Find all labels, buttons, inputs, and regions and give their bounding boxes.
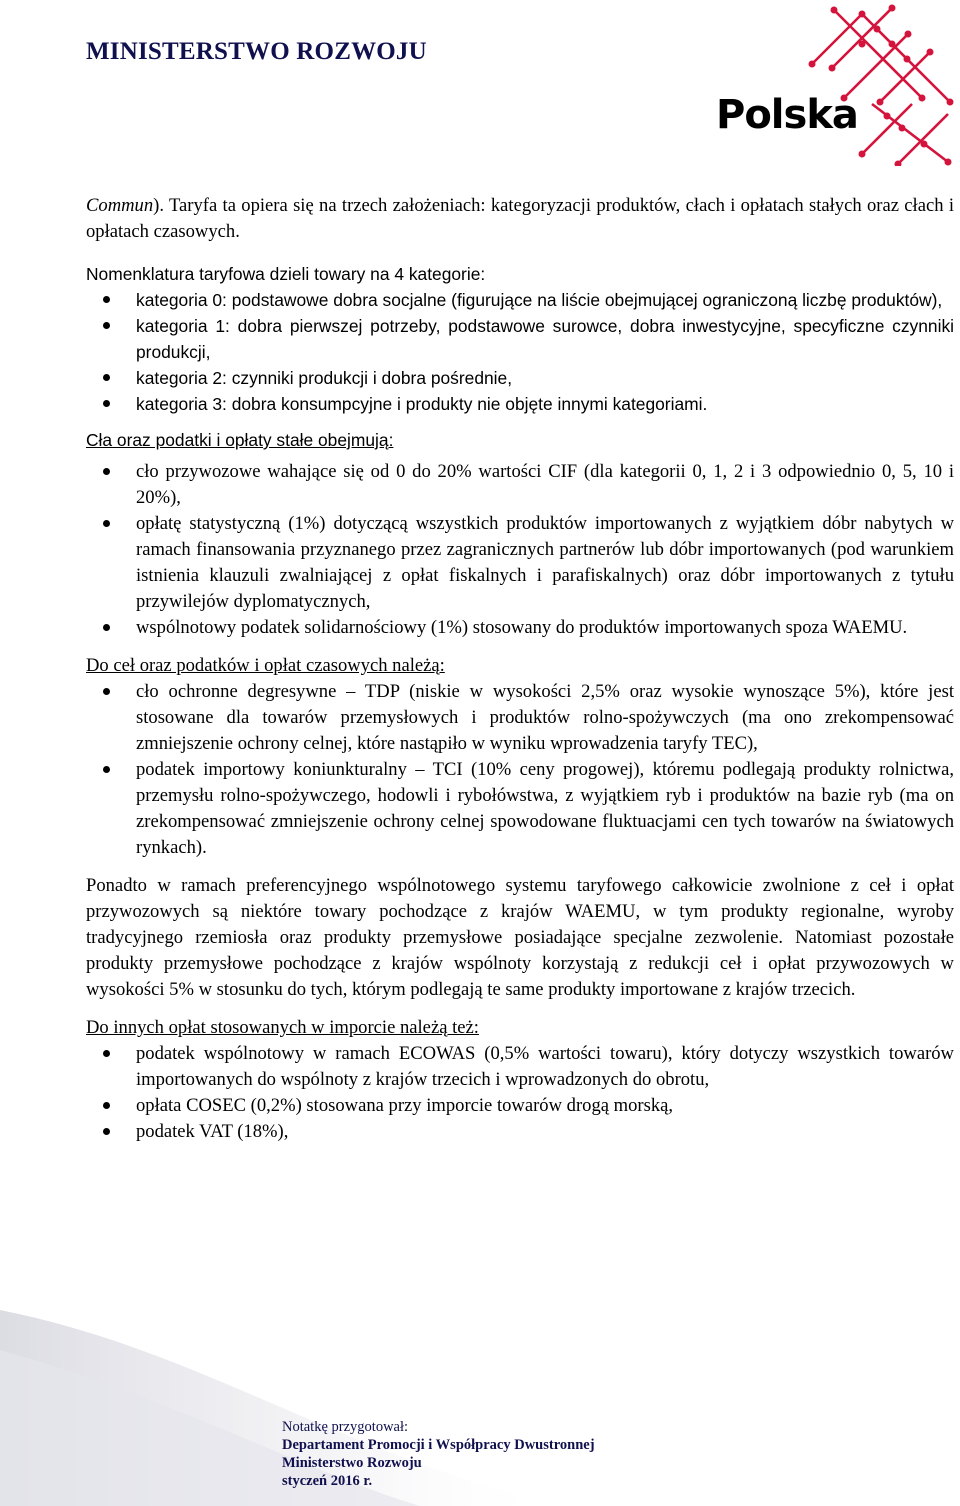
list-item: opłata COSEC (0,2%) stosowana przy imporcie towarów drogą morską, bbox=[86, 1093, 954, 1119]
other-fees-heading: Do innych opłat stosowanych w imporcie należą też: bbox=[86, 1017, 479, 1038]
temporary-duties-heading: Do ceł oraz podatków i opłat czasowych należą: bbox=[86, 655, 445, 676]
list-item: wspólnotowy podatek solidarnościowy (1%) stosowany do produktów importowanych spoza WAEMU. bbox=[86, 615, 954, 641]
preferential-paragraph: Ponadto w ramach preferencyjnego wspólnotowego systemu taryfowego całkowicie zwolnione z ceł i opłat przywozowych są niektóre towary pochodzące z krajów WAEMU, w tym produkty regionalne, wyroby tradycyjnego rzemiosła oraz produkty przemysłowe posiadające specjalne zezwolenie. Natomiast pozostałe produkty przemysłowe pochodzące z krajów wspólnoty korzystają z redukcji ceł i opłat przywozowych w wysokości 5% w stosunku do tych, którym podlegają te same produkty importowane z krajów trzecich. bbox=[86, 875, 954, 1000]
list-item: kategoria 3: dobra konsumpcyjne i produkty nie objęte innymi kategoriami. bbox=[86, 391, 954, 417]
polska-logo-text: Polska bbox=[716, 92, 858, 138]
polska-logo-graphic bbox=[712, 4, 954, 166]
list-item: podatek VAT (18%), bbox=[86, 1119, 954, 1145]
footer-department: Departament Promocji i Współpracy Dwustronnej bbox=[282, 1437, 595, 1453]
list-item: kategoria 1: dobra pierwszej potrzeby, podstawowe surowce, dobra inwestycyjne, specyficzne czynniki produkcji, bbox=[86, 313, 954, 365]
temporary-duties-list bbox=[86, 679, 954, 861]
footer-date: styczeń 2016 r. bbox=[282, 1473, 373, 1489]
intro-italic: Commun bbox=[86, 195, 154, 216]
list-item: kategoria 0: podstawowe dobra socjalne (figurujące na liście obejmującej ograniczoną liczbę produktów), bbox=[86, 287, 954, 313]
list-item: podatek wspólnotowy w ramach ECOWAS (0,5% wartości towaru), który dotyczy wszystkich towarów importowanych do wspólnoty z krajów trzecich i wprowadzonych do obrotu, bbox=[86, 1041, 954, 1093]
ministry-header-title: MINISTERSTWO ROZWOJU bbox=[86, 38, 427, 65]
fixed-duties-heading: Cła oraz podatki i opłaty stałe obejmują: bbox=[86, 430, 394, 450]
fixed-duties-list bbox=[86, 459, 954, 641]
list-item: cło przywozowe wahające się od 0 do 20% wartości CIF (dla kategorii 0, 1, 2 i 3 odpowiednio 0, 5, 10 i 20%), bbox=[86, 459, 954, 511]
other-fees-list bbox=[86, 1041, 954, 1145]
document-body bbox=[86, 193, 954, 1145]
footer-ministry: Ministerstwo Rozwoju bbox=[282, 1455, 422, 1471]
list-item: cło ochronne degresywne – TDP (niskie w wysokości 2,5% oraz wysokie wynoszące 5%), które jest stosowane dla towarów przemysłowych i produktów rolno-spożywczych (ma ono zrekompensować zmniejszenie ochrony celnej, które nastąpiło w wyniku wprowadzenia taryfy TEC), bbox=[86, 679, 954, 757]
intro-paragraph bbox=[86, 193, 954, 245]
list-item: podatek importowy koniunkturalny – TCI (10% ceny progowej), któremu podlegają produkty rolnictwa, przemysłu rolno-spożywczego, hodowli i rybołówstwa, z wyjątkiem ryb i produktów na bazie ryb (ma on zrekompensować zmniejszenie ochrony celnej spowodowane fluktuacjami cen tych towarów na światowych rynkach). bbox=[86, 757, 954, 861]
fixed-duties-section bbox=[86, 427, 954, 453]
nomenclature-list bbox=[86, 287, 954, 417]
nomenclature-section bbox=[86, 261, 954, 417]
footer-note: Notatkę przygotował: bbox=[282, 1419, 409, 1435]
footer-credits bbox=[282, 1418, 595, 1490]
intro-text: ). Taryfa ta opiera się na trzech założeniach: kategoryzacji produktów, cłach i opłatach stałych oraz cłach i opłatach czasowych. bbox=[86, 195, 954, 242]
polska-logo bbox=[712, 4, 954, 166]
list-item: opłatę statystyczną (1%) dotyczącą wszystkich produktów importowanych z wyjątkiem dóbr nabytych w ramach finansowania przyznanego przez zagranicznych partnerów lub dóbr importowanych (pod warunkiem istnienia klauzuli zwalniającej z opłat fiskalnych i parafiskalnych) oraz dóbr importowanych z tytułu przywilejów dyplomatycznych, bbox=[86, 511, 954, 615]
list-item: kategoria 2: czynniki produkcji i dobra pośrednie, bbox=[86, 365, 954, 391]
nomenclature-heading: Nomenklatura taryfowa dzieli towary na 4 kategorie: bbox=[86, 264, 486, 284]
